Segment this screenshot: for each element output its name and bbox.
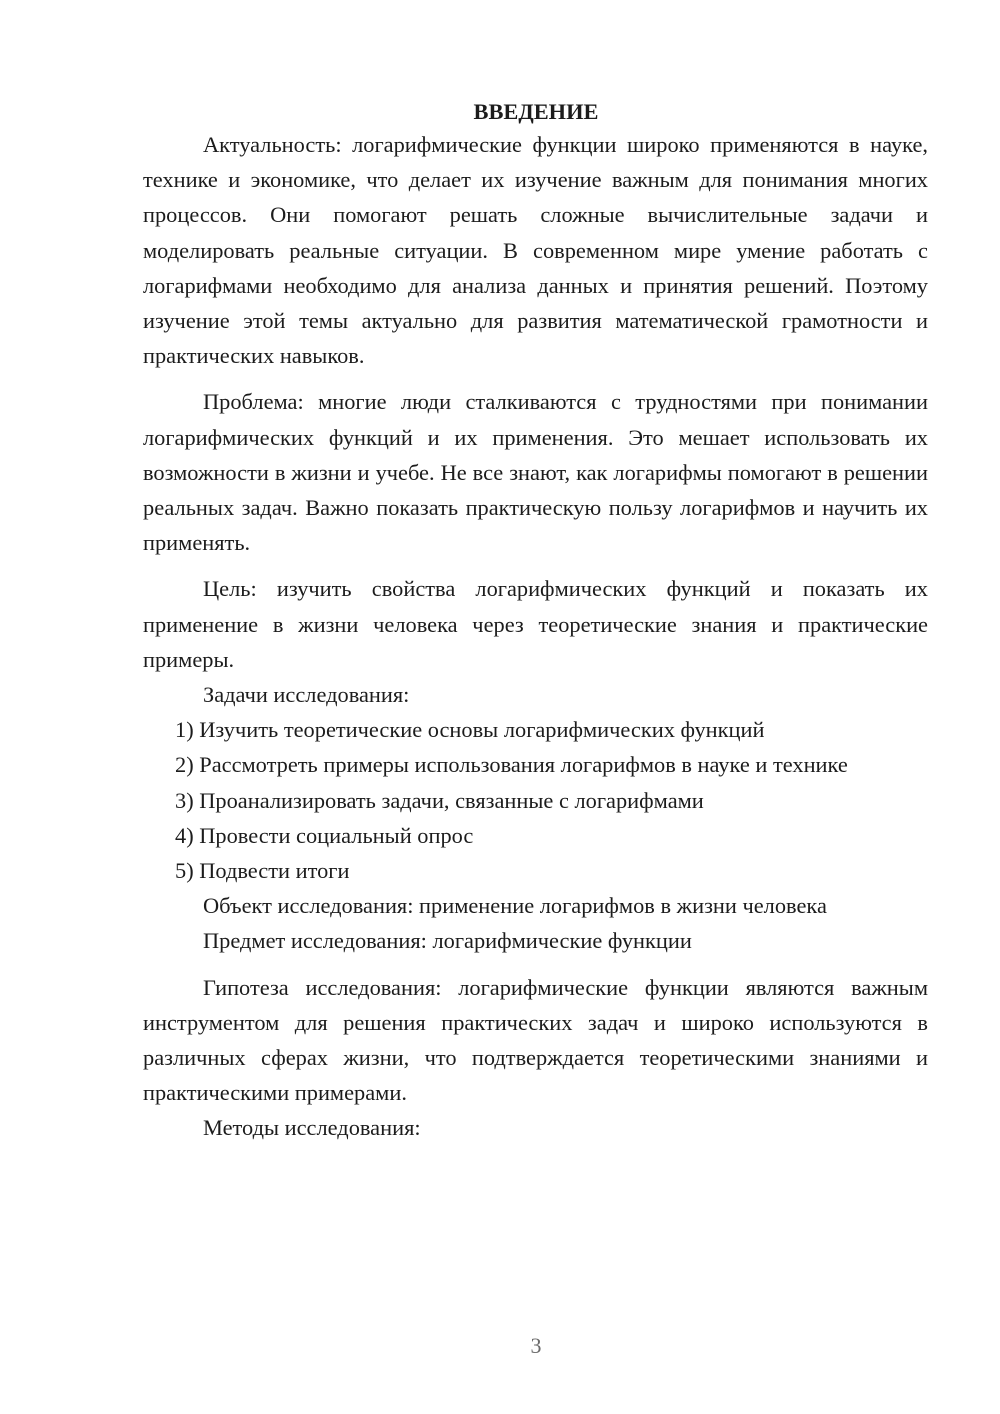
task-item-1: 1) Изучить теоретические основы логарифмических функций [175, 717, 765, 743]
problem-paragraph: Проблема: многие люди сталкиваются с трудностями при понимании логарифмических функций и их применения. Это мешает использовать их возможности в жизни и учебе. Не все знают, как логарифмы помогают в решении реальных задач. Важно показать практическую пользу логарифмов и научить их применять. [143, 389, 928, 556]
section-heading: ВВЕДЕНИЕ [473, 99, 599, 124]
goal-paragraph: Цель: изучить свойства логарифмических функций и показать их применение в жизни человека через теоретические знания и практические примеры. [143, 576, 928, 672]
subject-line: Предмет исследования: логарифмические функции [203, 928, 692, 954]
hypothesis-paragraph: Гипотеза исследования: логарифмические функции являются важным инструментом для решения практических задач и широко используются в различных сферах жизни, что подтверждается теоретическими знаниями и практическими примерами. [143, 974, 928, 1106]
tasks-list [143, 712, 928, 888]
task-item-5: 5) Подвести итоги [175, 858, 350, 884]
page-content [143, 96, 928, 1146]
task-item-3: 3) Проанализировать задачи, связанные с логарифмами [175, 787, 704, 813]
tasks-title: Задачи исследования: [203, 682, 410, 708]
task-item-2: 2) Рассмотреть примеры использования логарифмов в науке и технике [175, 752, 848, 778]
relevance-paragraph: Актуальность: логарифмические функции широко применяются в науке, технике и экономике, что делает их изучение важным для понимания многих процессов. Они помогают решать сложные вычислительные задачи и моделировать реальные ситуации. В современном мире умение работать с логарифмами необходимо для анализа данных и принятия решений. Поэтому изучение этой темы актуально для развития математической грамотности и практических навыков. [143, 132, 928, 369]
page-number: 3 [530, 1333, 542, 1358]
methods-title: Методы исследования: [203, 1115, 421, 1141]
task-item-4: 4) Провести социальный опрос [175, 822, 474, 848]
object-line: Объект исследования: применение логарифмов в жизни человека [203, 893, 827, 919]
